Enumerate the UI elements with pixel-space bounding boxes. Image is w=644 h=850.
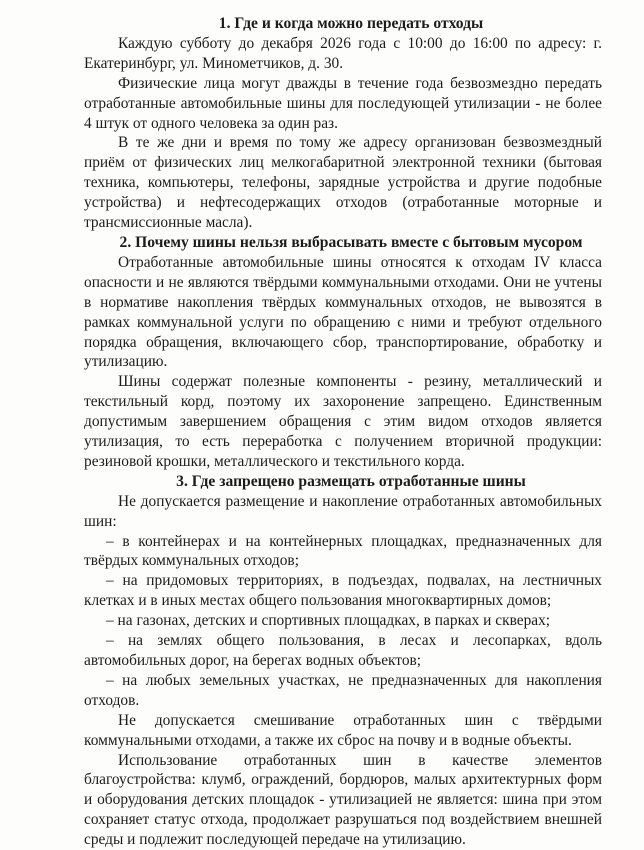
section-2 [84, 233, 602, 472]
section-3-paragraph-1: Не допускается смешивание отработанных шин с твёрдыми коммунальными отходами, а также их сброс на почву и в водные объекты. [84, 711, 602, 749]
list-item: – в контейнерах и на контейнерных площадках, предназначенных для твёрдых коммунальных отходов; [84, 532, 602, 570]
list-item: – на придомовых территориях, в подъездах, подвалах, на лестничных клетках и в иных местах общего пользования многоквартирных домов; [84, 572, 602, 610]
list-item: – на любых земельных участках, не предназначенных для накопления отходов. [84, 671, 602, 709]
section-3-intro: Не допускается размещение и накопление отработанных автомобильных шин: [84, 492, 602, 530]
section-3-paragraph-2: Использование отработанных шин в качестве элементов благоустройства: клумб, ограждений, бордюров, малых архитектурных форм и оборудования детских площадок - утилизацией не является: шина при этом сохраняет статус отхода, продолжает разрушаться под воздействием внешней среды и подлежит последующей передаче на утилизацию. [84, 751, 602, 849]
list-item: – на газонах, детских и спортивных площадках, в парках и скверах; [106, 612, 551, 630]
section-1 [84, 14, 602, 233]
section-2-paragraph-2: Шины содержат полезные компоненты - резину, металлический и текстильный корд, поэтому их захоронение запрещено. Единственным допустимым завершением обращения с этим видом отходов является утилизация, то есть переработка с получением вторичной продукции: резиновой крошки, металлического и текстильного корда. [84, 373, 602, 470]
section-1-paragraph-3: В те же дни и время по тому же адресу организован безвозмездный приём от физических лиц мелкогабаритной электронной техники (бытовая техника, компьютеры, телефоны, зарядные устройства и другие подобные устройства) и нефтесодержащих отходов (отработанные моторные и трансмиссионные масла). [84, 134, 602, 232]
list-item: – на землях общего пользования, в лесах и лесопарках, вдоль автомобильных дорог, на берегах водных объектов; [84, 632, 602, 669]
section-2-heading: 2. Почему шины нельзя выбрасывать вместе с бытовым мусором [119, 233, 583, 251]
section-3 [84, 472, 602, 850]
section-1-heading: 1. Где и когда можно передать отходы [218, 15, 484, 32]
section-3-heading: 3. Где запрещено размещать отработанные шины [176, 472, 526, 490]
section-1-paragraph-2: Физические лица могут дважды в течение года безвозмездно передать отработанные автомобильные шины для последующей утилизации - не более 4 штук от одного человека за один раз. [84, 74, 602, 132]
section-2-paragraph-1: Отработанные автомобильные шины относятся к отходам IV класса опасности и не являются твёрдыми коммунальными отходами. Они не учтены в нормативе накопления твёрдых коммунальных отходов, не вывозятся в рамках коммунальной услуги по обращению с ними и требуют отдельного порядка обращения, включающего сбор, транспортирование, обработку и утилизацию. [84, 253, 602, 371]
section-1-paragraph-1: Каждую субботу до декабря 2026 года с 10:00 до 16:00 по адресу: г. Екатеринбург, ул. Минометчиков, д. 30. [84, 34, 602, 72]
